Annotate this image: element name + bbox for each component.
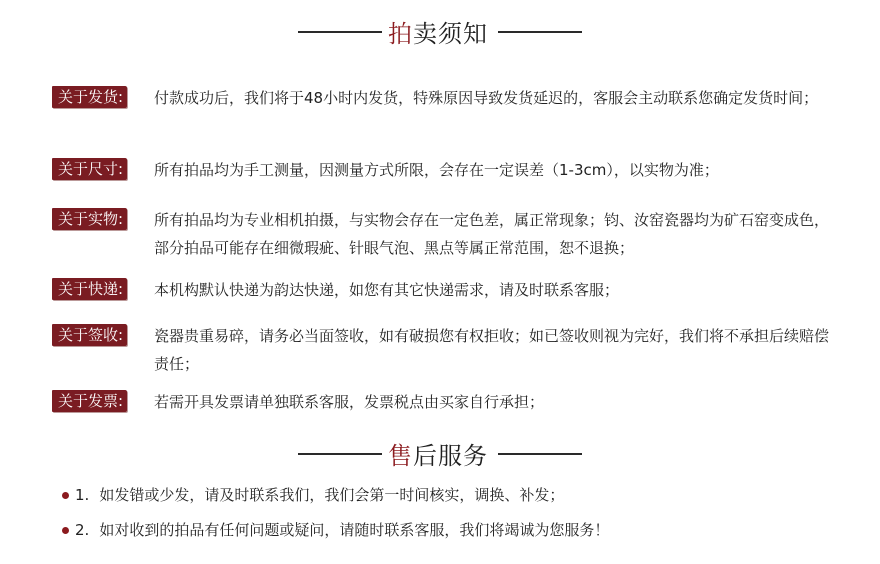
text-size: 所有拍品均为手工测量，因测量方式所限，会存在一定误差（1-3cm），以实物为准； (154, 161, 719, 179)
bullet-dot-icon (62, 492, 69, 499)
text-courier: 本机构默认快递为韵达快递，如您有其它快递需求，请及时联系客服； (154, 281, 620, 299)
tag-signing: 关于签收: (52, 324, 127, 346)
service-item-text: 如对收到的拍品有任何问题或疑问，请随时联系客服，我们将竭诚为您服务！ (99, 521, 610, 539)
service-title-first-char: 售 (388, 442, 413, 470)
service-rule-right (498, 453, 582, 455)
text-item: 所有拍品均为专业相机拍摄，与实物会存在一定色差，属正常现象；钧、汝窑瓷器均为矿石窑变成色，部分拍品可能存在细微瑕疵、针眼气泡、黑点等属正常范围，恕不退换； (154, 211, 830, 257)
text-invoice: 若需开具发票请单独联系客服，发票税点由买家自行承担； (154, 393, 545, 411)
service-section-title (0, 436, 880, 471)
service-item-2 (62, 519, 609, 541)
service-title-rest: 后服务 (413, 442, 488, 470)
tag-item: 关于实物: (52, 208, 127, 230)
bullet-dot-icon (62, 527, 69, 534)
service-item-number: 2. (75, 521, 90, 539)
text-signing: 瓷器贵重易碎，请务必当面签收，如有破损您有权拒收；如已签收则视为完好，我们将不承担后续赔偿责任； (154, 327, 830, 373)
text-shipping: 付款成功后，我们将于48小时内发货，特殊原因导致发货延迟的，客服会主动联系您确定发货时间； (154, 89, 819, 107)
service-item-1 (62, 484, 564, 506)
tag-size: 关于尺寸: (52, 158, 127, 180)
service-item-number: 1. (75, 486, 90, 504)
tag-courier: 关于快递: (52, 278, 127, 300)
service-rule-left (298, 453, 382, 455)
service-item-text: 如发错或少发，请及时联系我们，我们会第一时间核实，调换、补发； (99, 486, 565, 504)
title-rule-right (498, 31, 582, 33)
notice-title-first-char: 拍 (388, 20, 413, 48)
notice-section-title (0, 14, 880, 49)
tag-invoice: 关于发票: (52, 390, 127, 412)
title-rule-left (298, 31, 382, 33)
notice-title-rest: 卖须知 (413, 20, 488, 48)
tag-shipping: 关于发货: (52, 86, 127, 108)
